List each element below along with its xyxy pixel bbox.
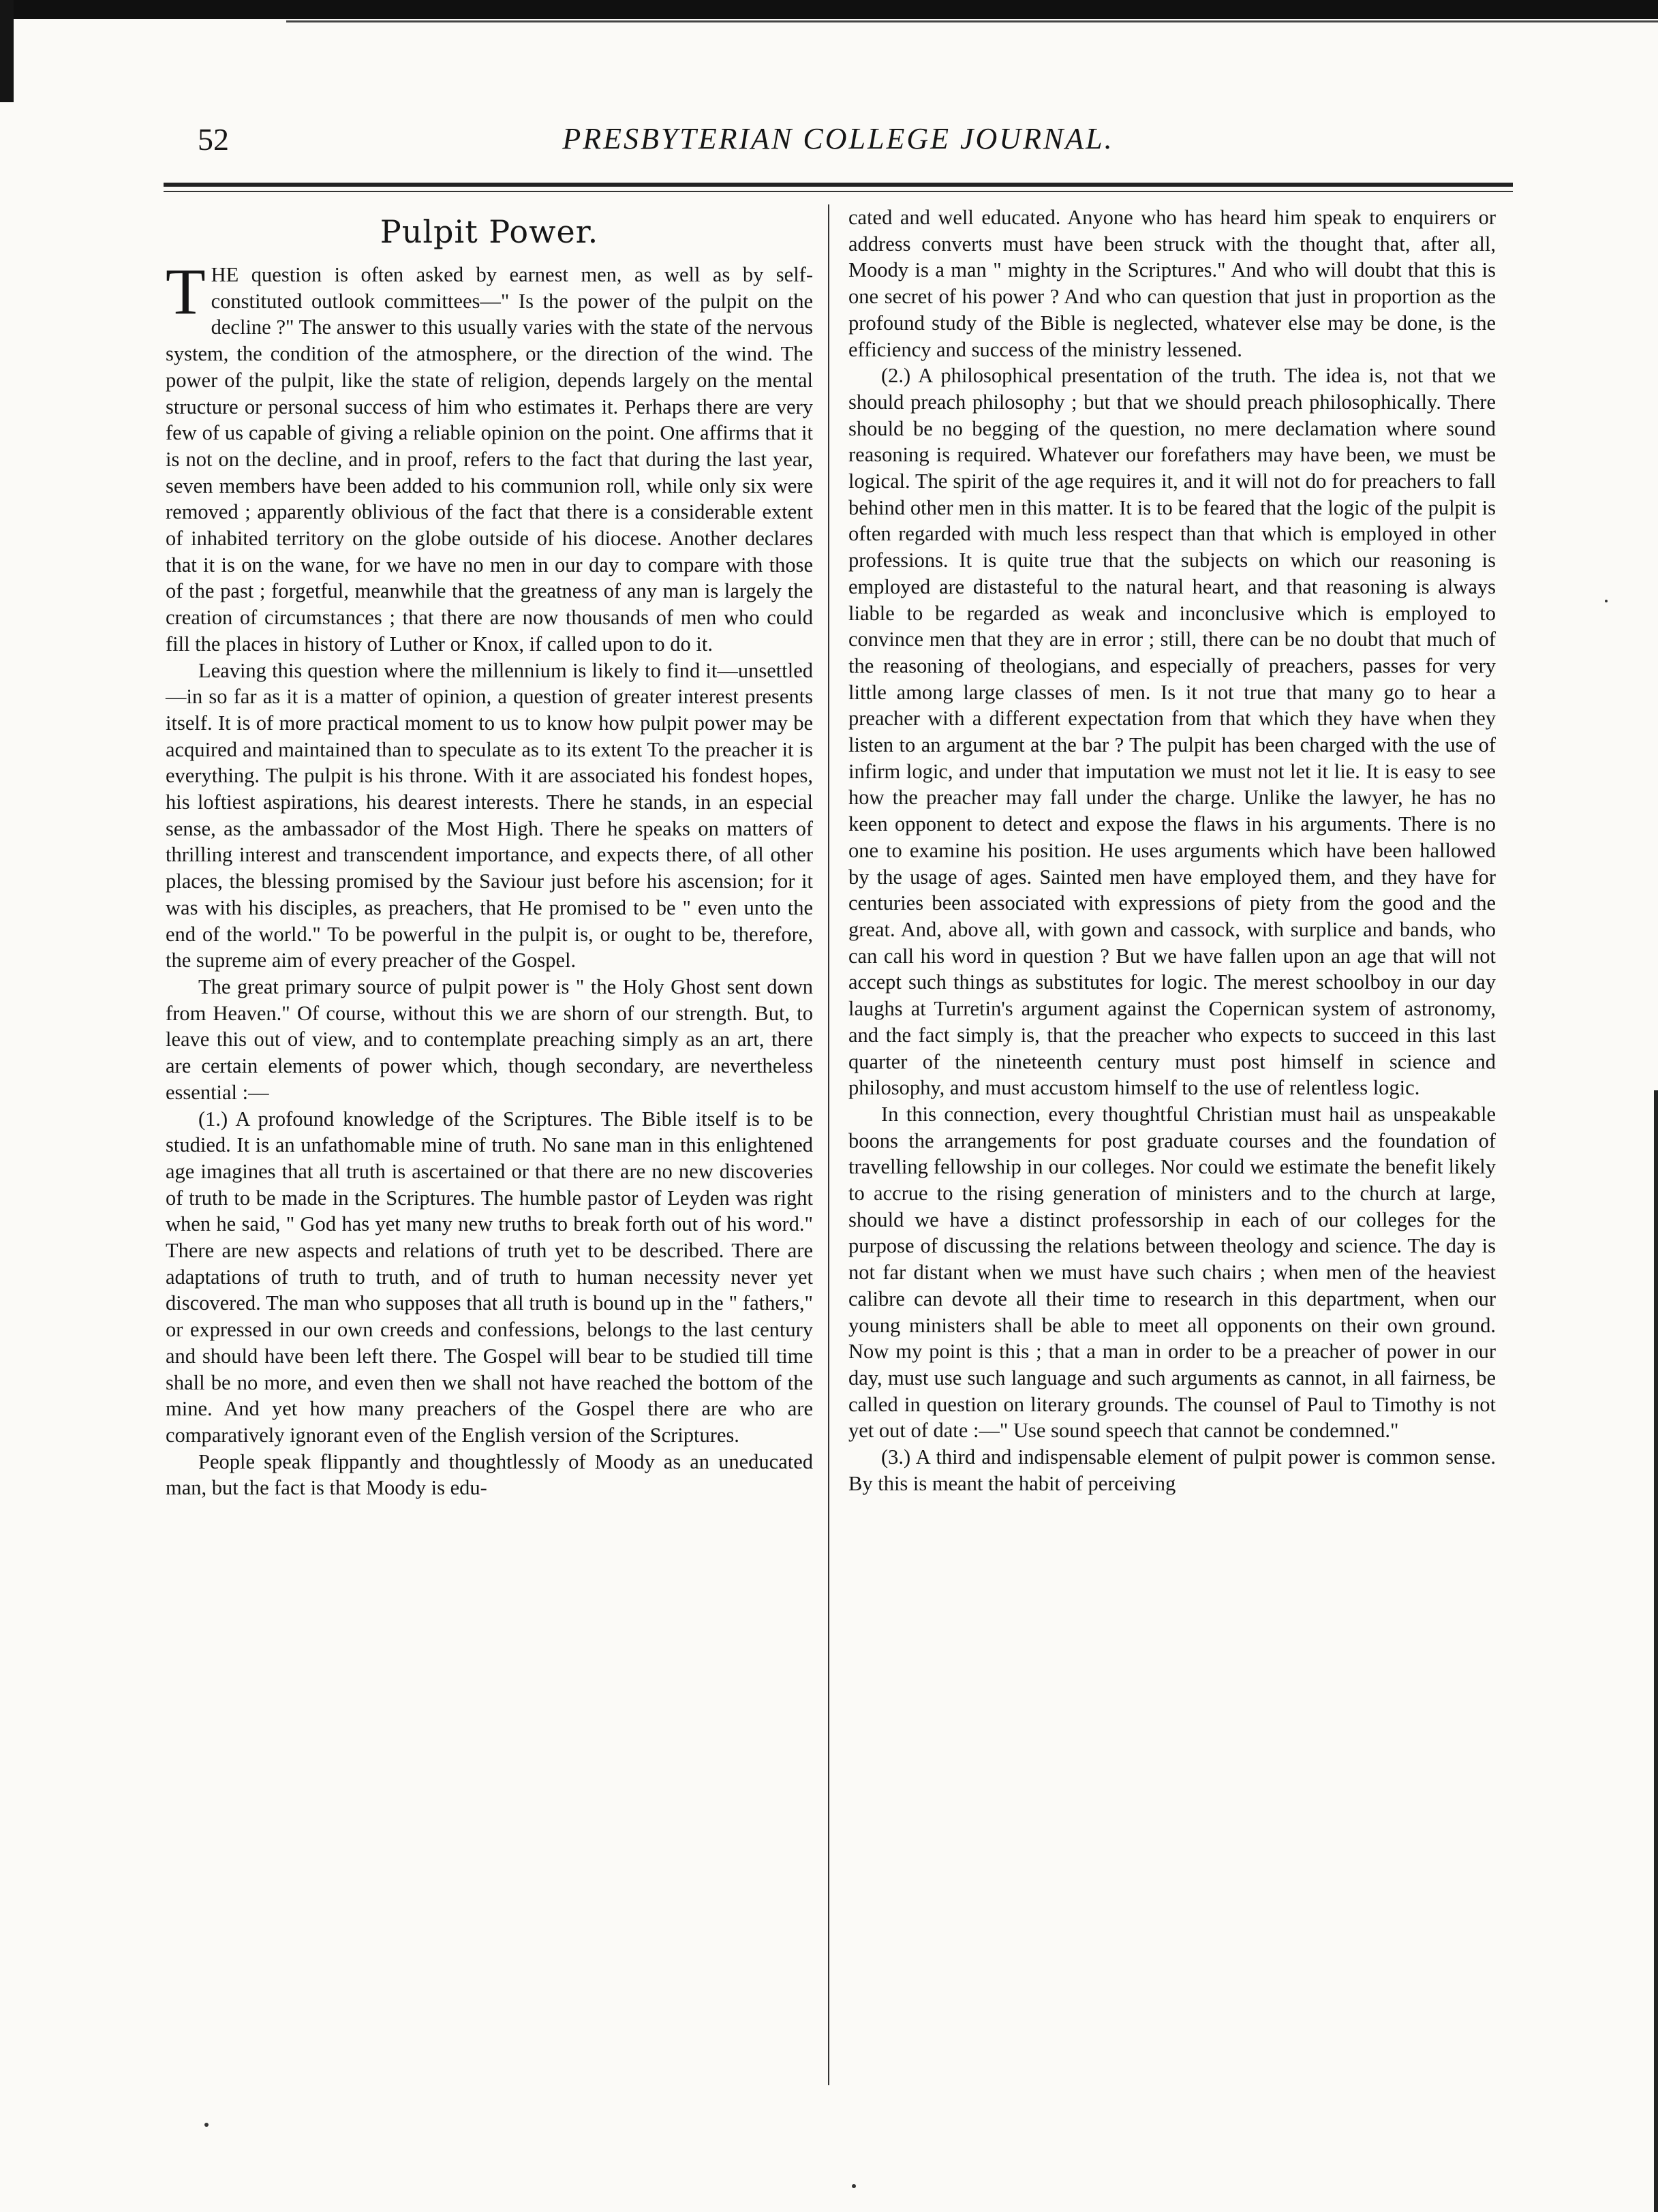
header-rule-thin <box>164 191 1513 192</box>
column-divider <box>828 204 829 2085</box>
paragraph: (2.) A philosophical presentation of the truth. The idea is, not that we should preach philosophy ; but that we should preach philosophically. There should be no begging of the question, no mere declamation where sound reasoning is required. Whatever our forefathers may have been, we must be logical. The spirit of the age requires it, and it will not do for preachers to fall behind other men in this matter. It is to be feared that the logic of the pulpit is often regarded with much less respect than that which is employed in other professions. It is quite true that the subjects on which our reasoning is employed are distasteful to the natural heart, and that reasoning is always liable to be regarded as weak and inconclusive which is employed to convince men that they are in error ; still, there can be no doubt that much of the reasoning of theologians, and especially of preachers, passes for very little among large classes of men. Is it not true that many go to hear a preacher with a different expectation from that which they have when they listen to an argument at the bar ? The pulpit has been charged with the use of infirm logic, and under that imputation we must not let it lie. It is easy to see how the preacher may fall under the charge. Unlike the lawyer, he has no keen opponent to detect and expose the flaws in his arguments. There is no one to examine his position. He uses arguments which have been hallowed by the usage of ages. Sainted men have employed them, and they have for centuries been associated with expressions of piety from the good and the great. And, above all, with gown and cassock, with surplice and bands, who can call his word in question ? But we have fallen upon an age that will not accept such things as substitutes for logic. The merest schoolboy in our day laughs at Turretin's argument against the Copernican system of astronomy, and the fact simply is, that the preacher who expects to succeed in this last quarter of the nineteenth century must post himself in science and philosophy, and must accustom himself to the use of relentless logic. <box>848 364 1496 1100</box>
page-number: 52 <box>198 122 229 157</box>
paragraph: Leaving this question where the millennium is likely to find it—unsettled—in so far as it is a matter of opinion, a question of greater interest presents itself. It is of more practical moment to us to know how pulpit power may be acquired and maintained than to speculate as to its extent To the preacher it is everything. The pulpit is his throne. With it are associated his fondest hopes, his loftiest aspirations, his dearest interests. There he stands, in an especial sense, as the ambassador of the Most High. There he speaks on matters of thrilling interest and transcendent importance, and expects there, of all other places, the blessing promised by the Saviour just before his ascension; for it was with his disciples, as preachers, that He promised to be " even unto the end of the world." To be powerful in the pulpit is, or ought to be, therefore, the supreme aim of every preacher of the Gospel. <box>166 658 813 972</box>
left-column <box>166 204 813 1501</box>
paragraph <box>166 255 813 658</box>
paragraph: People speak flippantly and thoughtlessly of Moody as an uneducated man, but the fact is that Moody is edu- <box>166 1449 813 1500</box>
page-header <box>164 121 1513 162</box>
paragraph: (3.) A third and indispensable element of pulpit power is common sense. By this is meant the habit of perceiving <box>848 1445 1496 1495</box>
paragraph-text: HE question is often asked by earnest men, as well as by self-constituted outlook committees—" Is the power of the pulpit on the decline ?" The answer to this usually varies with the state of the nervous system, the condition of the atmosphere, or the direction of the wind. The power of the pulpit, like the state of religion, depends largely on the mental structure or personal success of him who estimates it. Perhaps there are very few of us capable of giving a reliable opinion on the point. One affirms that it is not on the decline, and in proof, refers to the fact that during the last year, seven members have been added to his communion roll, while only six were removed ; apparently oblivious of the fact that there is a considerable extent of inhabited territory on the globe outside of his diocese. Another declares that it is on the wane, for we have no men in our day to compare with those of the past ; forgetful, meanwhile that the greatness of any man is largely the creation of circumstances ; that there are now thousands of men who could fill the places in history of Luther or Knox, if called upon to do it. <box>166 263 813 656</box>
right-column <box>848 204 1496 1496</box>
scan-top-border <box>14 0 1658 19</box>
scan-right-edge <box>1654 1090 1658 2212</box>
paragraph: cated and well educated. Anyone who has heard him speak to enquirers or address converts must have been struck with the thought that, after all, Moody is a man " mighty in the Scriptures." And who will doubt that this is one secret of his power ? And who can question that just in proportion as the profound study of the Bible is neglected, whatever else may be done, is the efficiency and success of the ministry lessened. <box>848 206 1496 361</box>
scan-speck <box>852 2184 856 2188</box>
paragraph: (1.) A profound knowledge of the Scriptures. The Bible itself is to be studied. It is an unfathomable mine of truth. No sane man in this enlightened age imagines that all truth is ascertained or that there are no new discoveries of truth to be made in the Scriptures. The humble pastor of Leyden was right when he said, " God has yet many new truths to break forth out of his word." There are new aspects and relations of truth yet to be described. There are adaptations of truth to truth, and of truth to human necessity never yet discovered. The man who supposes that all truth is bound up in the " fathers," or expressed in our own creeds and confessions, belongs to the last century and should have been left there. The Gospel will bear to be studied till time shall be no more, and even then we shall not have reached the bottom of the mine. And yet how many preachers of the Gospel there are who are comparatively ignorant even of the English version of the Scriptures. <box>166 1107 813 1447</box>
article-title: Pulpit Power. <box>380 213 599 250</box>
paragraph: The great primary source of pulpit power is " the Holy Ghost sent down from Heaven." Of course, without this we are shorn of our strength. But, to leave this out of view, and to contemplate preaching simply as an art, there are certain elements of power which, though secondary, are nevertheless essential :— <box>166 974 813 1104</box>
scan-top-border-thin <box>286 20 1658 22</box>
paragraph: In this connection, every thoughtful Christian must hail as unspeakable boons the arrangements for post graduate courses and the foundation of travelling fellowship in our colleges. Nor could we estimate the benefit likely to accrue to the rising generation of ministers and to the church at large, should we have a distinct professorship in each of our colleges for the purpose of discussing the relations between theology and science. The day is not far distant when we must have such chairs ; when men of the heaviest calibre can devote all their time to research in this department, when our young ministers shall be able to meet all opponents on their own ground. Now my point is this ; that a man in order to be a preacher of power in our day, must use such language and such arguments as cannot, in all fairness, be called in question on literary grounds. The counsel of Paul to Timothy is not yet out of date :—" Use sound speech that cannot be condemned." <box>848 1102 1496 1443</box>
header-rule-thick <box>164 183 1513 187</box>
drop-cap: T <box>166 255 206 328</box>
scan-speck <box>204 2123 209 2127</box>
running-title: PRESBYTERIAN COLLEGE JOURNAL. <box>562 122 1114 155</box>
scan-speck <box>1605 600 1608 602</box>
scan-left-edge <box>0 0 14 102</box>
